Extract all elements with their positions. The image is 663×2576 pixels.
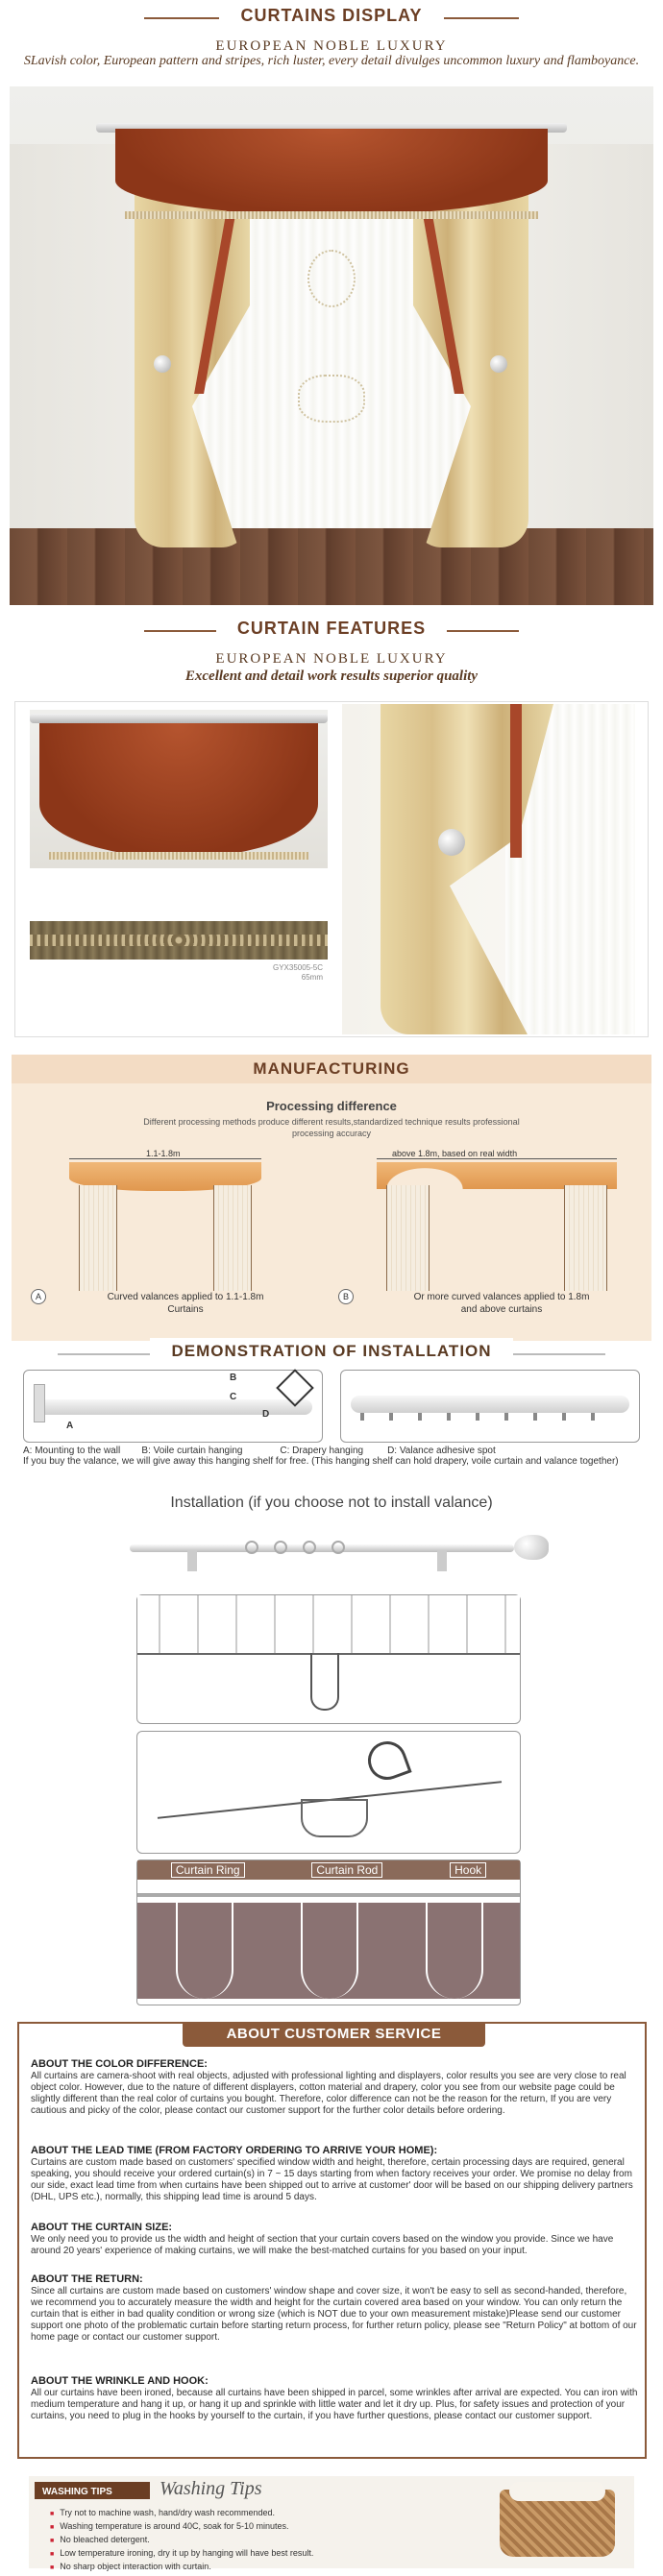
- washing-tips-tag-label: WASHING TIPS: [42, 2487, 112, 2497]
- hook-label: Hook: [450, 1862, 486, 1878]
- customer-service-title: ABOUT CUSTOMER SERVICE: [226, 2026, 442, 2042]
- washing-tips-list: [50, 2507, 313, 2574]
- curtain-rod-label: Curtain Rod: [311, 1862, 382, 1878]
- installation-title: DEMONSTRATION OF INSTALLATION: [150, 1338, 512, 1365]
- label-a: A: [66, 1421, 74, 1431]
- tieback-closeup-photo: [342, 704, 635, 1034]
- marker-b-icon: B: [338, 1289, 354, 1304]
- lead-time-body: Curtains are custom made based on customers' specified window width and height, therefore, certain processing days are required, general speaking, you should receive your ordered curtain(s) in 7 ~ 15 days starting from when factory receives your order. We promise no delay from our side, exact lead time from when curtains have been shipped out to arrive at customer' door will be based on our shipping delivery partners (DHL, UPS etc.), normally, this shipping lead time is around 5 days.: [31, 2157, 633, 2202]
- washing-tip: ■ Low temperature ironing, dry it up by hanging will have best result.: [50, 2547, 313, 2561]
- section1-subtitle: EUROPEAN NOBLE LUXURY: [215, 38, 448, 54]
- left-caption-line2: Curtains: [167, 1304, 204, 1315]
- trim-code: GYX35005-5C: [272, 963, 323, 972]
- curtains-display-banner: [0, 2, 663, 35]
- right-caption-line1: Or more curved valances applied to 1.8m: [413, 1292, 590, 1302]
- ring-rod-hook-diagram: [136, 1859, 521, 2005]
- wrinkle-hook-heading: ABOUT THE WRINKLE AND HOOK:: [31, 2375, 209, 2387]
- curtain-size-body: We only need you to provide us the width and height of section that your curtain covers based on the window you provide. Since we have around 20 years' experience of making curtains, we will make the best-matched curtains for you based on your input.: [31, 2234, 614, 2256]
- curtain-features-title: CURTAIN FEATURES: [216, 615, 447, 643]
- multi-valance-diagram: [377, 1162, 617, 1297]
- right-range-label: above 1.8m, based on real width: [392, 1149, 518, 1158]
- washing-tip: ■ Washing temperature is around 40C, soak for 5-10 minutes.: [50, 2520, 313, 2534]
- manufacturing-title: MANUFACTURING: [253, 1059, 410, 1078]
- tieback-icon: [490, 355, 507, 373]
- color-difference-body: All curtains are camera-shoot with real objects, adjusted with professional lighting and displayers, color results you see are very close to real object color. However, due to the nature of different displayers, cotton material and drapery, color you see from our website page could be slightly different than the real color of curtains you bought. Therefore, color difference can not be the reason for the return, If you are very cautious and picky of the color, please contact our customer support for the further color details before ordering.: [31, 2071, 626, 2116]
- features-panel: [14, 701, 649, 1037]
- valance-closeup-photo: [30, 710, 328, 868]
- marker-a-icon: A: [31, 1289, 46, 1304]
- left-range-label: 1.1-1.8m: [146, 1149, 181, 1158]
- track-diagram-2: [340, 1370, 640, 1443]
- color-difference-heading: ABOUT THE COLOR DIFFERENCE:: [31, 2058, 208, 2070]
- section2-description: Excellent and detail work results superior quality: [184, 668, 479, 684]
- washing-tip: ■ No bleached detergent.: [50, 2534, 313, 2547]
- installation-banner: [0, 1338, 663, 1371]
- installation-caption-line2: If you buy the valance, we will give away this hanging shelf for free. (This hanging shelf can hold drapery, voile curtain and valance together): [23, 1456, 619, 1467]
- label-b: B: [230, 1373, 237, 1383]
- curtain-ring-label: Curtain Ring: [171, 1862, 245, 1878]
- track-diagram-1: [23, 1370, 323, 1443]
- return-body: Since all curtains are custom made based on customers' window shape and cover size, it won't be easy to sell as second-handed, therefore, we recommend you to accurately measure the width and height for the curtain covered area based on your window. You can only return the curtain that is either in bad quality condition or wrong size (which is NOT due to your own measurement mistake)Please send our customer support one photo of the problematic curtain before starting return process, for further return policy, please see "Return Policy" at bottom of our home page or contact our customer support.: [31, 2286, 637, 2343]
- washing-tips-panel: [29, 2476, 634, 2571]
- section2-subtitle: EUROPEAN NOBLE LUXURY: [215, 651, 448, 667]
- single-valance-diagram: [69, 1162, 261, 1297]
- washing-tip: ■ Try not to machine wash, hand/dry wash recommended.: [50, 2507, 313, 2520]
- washing-tip: ■ No sharp object interaction with curtain.: [50, 2561, 313, 2574]
- customer-service-banner: [183, 2022, 485, 2047]
- washing-tips-title: Washing Tips: [160, 2478, 262, 2499]
- trim-size: 65mm: [301, 973, 323, 982]
- curtain-rod-illustration: [130, 1531, 552, 1573]
- section1-description: SLavish color, European pattern and stripes, rich luster, every detail divulges uncommon luxury and flamboyance.: [23, 54, 640, 68]
- trim-sample-photo: [30, 921, 328, 960]
- wrinkle-hook-body: All our curtains have been ironed, because all curtains have been shipped in parcel, some wrinkles after arrival are expected. You can iron with medium temperature and hang it up, or hang it up and sprinkle with little water and let it dry up. Plus, for safety issues and protection of your curtains, you need to plug in the hooks by yourself to the curtain, if you have further questions, please contact our customer support.: [31, 2388, 638, 2421]
- installation-caption-line1: A: Mounting to the wall B: Voile curtain hanging C: Drapery hanging D: Valance adhesive spot: [23, 1446, 496, 1456]
- hook-insertion-diagram: [136, 1731, 521, 1854]
- lead-time-heading: ABOUT THE LEAD TIME (FROM FACTORY ORDERING TO ARRIVE YOUR HOME):: [31, 2145, 438, 2156]
- curtain-display-photo: [10, 86, 653, 605]
- manufacturing-panel: [12, 1055, 651, 1341]
- manufacturing-banner: [12, 1055, 651, 1083]
- tieback-icon: [154, 355, 171, 373]
- tieback-knob-icon: [438, 829, 465, 856]
- return-heading: ABOUT THE RETURN:: [31, 2273, 143, 2285]
- curtain-size-heading: ABOUT THE CURTAIN SIZE:: [31, 2222, 173, 2233]
- washing-tips-tag: [35, 2482, 150, 2499]
- label-c: C: [230, 1392, 237, 1402]
- label-d: D: [262, 1409, 270, 1420]
- installation-subheading: Installation (if you choose not to install valance): [170, 1495, 493, 1511]
- right-caption-line2: and above curtains: [460, 1304, 543, 1315]
- customer-service-panel: [17, 2022, 647, 2459]
- curtain-features-banner: [0, 615, 663, 647]
- left-caption-line1: Curved valances applied to 1.1-1.8m: [107, 1292, 264, 1302]
- processing-description: Different processing methods produce different results,standardized technique results professional processing accuracy: [143, 1117, 520, 1138]
- pleat-hook-diagram: [136, 1594, 521, 1724]
- processing-title: Processing difference: [266, 1099, 397, 1113]
- curtains-display-title: CURTAINS DISPLAY: [219, 2, 443, 30]
